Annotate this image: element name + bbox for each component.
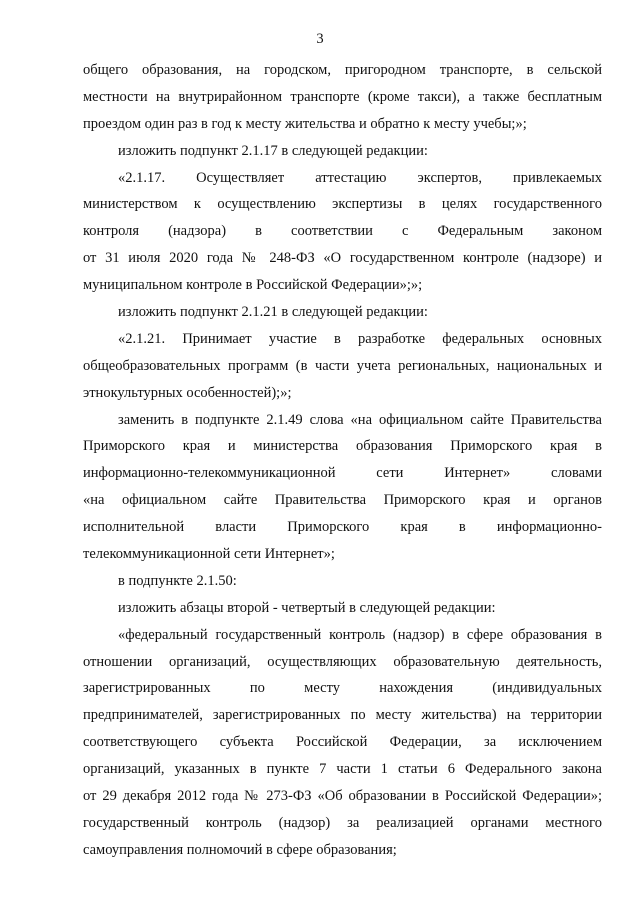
text-line: министерством к осуществлению экспертизы в целях государственного: [83, 196, 602, 213]
document-body: [83, 57, 602, 864]
text-line: телекоммуникационной сети Интернет»;: [83, 546, 335, 563]
text-line: общеобразовательных программ (в части учета региональных, национальных и: [83, 357, 602, 374]
text-line: муниципальном контроле в Российской Федерации»;»;: [83, 277, 423, 294]
text-line: самоуправления полномочий в сфере образования;: [83, 841, 397, 858]
text-line: проездом один раз в год к месту жительства и обратно к месту учебы;»;: [83, 115, 527, 132]
text-line: местности на внутрирайонном транспорте (кроме такси), а также бесплатным: [83, 88, 602, 105]
text-line: заменить в подпункте 2.1.49 слова «на официальном сайте Правительства: [118, 411, 602, 428]
page-number: 3: [316, 31, 324, 47]
text-line: «2.1.17. Осуществляет аттестацию экспертов, привлекаемых: [118, 169, 602, 186]
text-line: от 31 июля 2020 года № 248-ФЗ «О государственном контроле (надзоре) и: [83, 250, 602, 267]
text-line: Приморского края и министерства образования Приморского края в: [83, 438, 602, 455]
text-line: соответствующего субъекта Российской Федерации, за исключением: [83, 734, 602, 751]
text-line: этнокультурных особенностей);»;: [83, 384, 292, 401]
text-line: изложить подпункт 2.1.17 в следующей редакции:: [118, 142, 428, 159]
text-line: изложить подпункт 2.1.21 в следующей редакции:: [118, 304, 428, 321]
text-line: общего образования, на городском, пригородном транспорте, в сельской: [83, 62, 602, 78]
text-line: от 29 декабря 2012 года № 273-ФЗ «Об образовании в Российской Федерации»;: [83, 788, 602, 805]
text-line: исполнительной власти Приморского края в информационно-: [83, 519, 602, 536]
text-line: в подпункте 2.1.50:: [118, 572, 237, 589]
text-line: изложить абзацы второй - четвертый в следующей редакции:: [118, 599, 496, 616]
text-line: организаций, указанных в пункте 7 части 1 статьи 6 Федерального закона: [83, 761, 602, 778]
text-line: «2.1.21. Принимает участие в разработке федеральных основных: [118, 330, 602, 347]
text-line: предпринимателей, зарегистрированных по месту жительства) на территории: [83, 707, 602, 724]
text-line: государственный контроль (надзор) за реализацией органами местного: [83, 814, 602, 831]
text-line: «федеральный государственный контроль (надзор) в сфере образования в: [118, 626, 602, 643]
text-line: зарегистрированных по месту нахождения (индивидуальных: [83, 680, 602, 697]
text-line: «на официальном сайте Правительства Приморского края и органов: [83, 492, 602, 509]
text-line: информационно-телекоммуникационной сети Интернет» словами: [83, 465, 602, 482]
text-line: отношении организаций, осуществляющих образовательную деятельность,: [83, 653, 602, 670]
text-line: контроля (надзора) в соответствии с Федеральным законом: [83, 223, 602, 240]
